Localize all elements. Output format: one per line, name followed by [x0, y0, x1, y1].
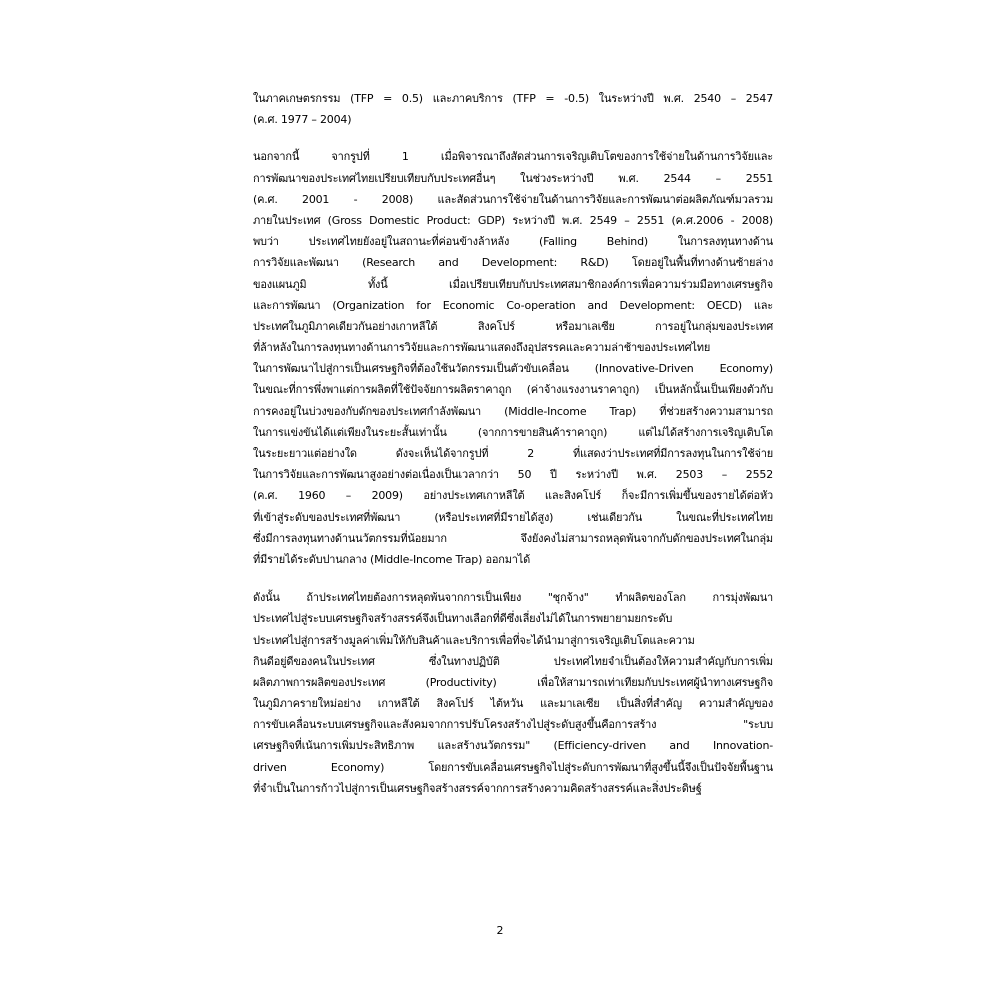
text-line: ซึ่งมีการลงทุนทางด้านนวัตกรรมที่น้อยมาก จึงยังคงไม่สามารถหลุดพ้นจากกับดักของประเทศในกลุ่ม: [253, 531, 773, 545]
body-text: [253, 88, 773, 799]
paragraph-3: [253, 587, 773, 799]
text-line: (ค.ศ. 1960 – 2009) อย่างประเทศเกาหลีใต้ และสิงคโปร์ ก็จะมีการเพิ่มขึ้นของรายได้ต่อหัว: [253, 489, 773, 503]
text-line: ที่มีรายได้ระดับปานกลาง (Middle-Income Trap) ออกมาได้: [253, 552, 531, 566]
text-line: ที่จำเป็นในการก้าวไปสู่การเป็นเศรษฐกิจสร้างสรรค์จากการสร้างความคิดสร้างสรรค์และสิ่งประดิษฐ์: [253, 781, 702, 795]
text-line: ในภาคเกษตรกรรม (TFP = 0.5) และภาคบริการ (TFP = -0.5) ในระหว่างปี พ.ศ. 2540 – 2547: [253, 92, 773, 105]
paragraph-1: [253, 88, 773, 130]
text-line: ดังนั้น ถ้าประเทศไทยต้องการหลุดพ้นจากการเป็นเพียง "ชุกจ้าง" ทำผลิตของโลก การมุ่งพัฒนา: [253, 591, 773, 605]
text-line: ประเทศไปสู่ระบบเศรษฐกิจสร้างสรรค์จึงเป็นทางเลือกที่ดีซึ่งเลี่ยงไม่ได้ในการพยายามยกระดับ: [253, 612, 673, 626]
text-line: ของแผนภูมิ ทั้งนี้ เมื่อเปรียบเทียบกับประเทศสมาชิกองค์การเพื่อความร่วมมือทางเศรษฐกิจ: [253, 277, 773, 291]
text-line: ในภูมิภาครายใหม่อย่าง เกาหลีใต้ สิงคโปร์ ไต้หวัน และมาเลเซีย เป็นสิ่งที่สำคัญ ความสำคัญของ: [253, 697, 773, 711]
text-line: ในการพัฒนาไปสู่การเป็นเศรษฐกิจที่ต้องใช้นวัตกรรมเป็นตัวขับเคลื่อน (Innovative-Driven Economy): [253, 362, 773, 376]
text-line: ในการวิจัยและการพัฒนาสูงอย่างต่อเนื่องเป็นเวลากว่า 50 ปี ระหว่างปี พ.ศ. 2503 – 2552: [253, 468, 773, 482]
text-line: ประเทศไปสู่การสร้างมูลค่าเพิ่มให้กับสินค้าและบริการเพื่อที่จะได้นำมาสู่การเจริญเติบโตและความ: [253, 633, 695, 647]
text-line: การคงอยู่ในบ่วงของกับดักของประเทศกำลังพัฒนา (Middle-Income Trap) ที่ช่วยสร้างความสามารถ: [253, 404, 773, 418]
text-line: driven Economy) โดยการขับเคลื่อนเศรษฐกิจไปสู่ระดับการพัฒนาที่สูงขึ้นนี้จึงเป็นปัจจัยพื้นฐาน: [253, 760, 773, 774]
text-line: ประเทศในภูมิภาคเดียวกันอย่างเกาหลีใต้ สิงคโปร์ หรือมาเลเซีย การอยู่ในกลุ่มของประเทศ: [253, 319, 773, 333]
text-line: ผลิตภาพการผลิตของประเทศ (Productivity) เพื่อให้สามารถเท่าเทียมกับประเทศผู้นำทางเศรษฐกิจ: [253, 675, 773, 689]
paragraph-2: [253, 146, 773, 570]
text-line: ในระยะยาวแต่อย่างใด ดังจะเห็นได้จากรูปที่ 2 ที่แสดงว่าประเทศที่มีการลงทุนในการใช้จ่าย: [253, 447, 773, 460]
text-line: พบว่า ประเทศไทยยังอยู่ในสถานะที่ค่อนข้างล้าหลัง (Falling Behind) ในการลงทุนทางด้าน: [253, 235, 773, 249]
text-line: การพัฒนาของประเทศไทยเปรียบเทียบกับประเทศอื่นๆ ในช่วงระหว่างปี พ.ศ. 2544 – 2551: [253, 171, 773, 185]
text-line: ในการแข่งขันได้แต่เพียงในระยะสั้นเท่านั้น (จากการขายสินค้าราคาถูก) แต่ไม่ได้สร้างการเจริญเติบโต: [253, 425, 773, 439]
text-line: กินดีอยู่ดีของคนในประเทศ ซึ่งในทางปฏิบัติ ประเทศไทยจำเป็นต้องให้ความสำคัญกับการเพิ่ม: [253, 654, 773, 668]
text-line: เศรษฐกิจที่เน้นการเพิ่มประสิทธิภาพ และสร้างนวัตกรรม" (Efficiency-driven and Innovation-: [253, 739, 773, 753]
text-line: (ค.ศ. 2001 - 2008) และสัดส่วนการใช้จ่ายในด้านการวิจัยและการพัฒนาต่อผลิตภัณฑ์มวลรวม: [253, 192, 773, 206]
text-line: การขับเคลื่อนระบบเศรษฐกิจและสังคมจากการปรับโครงสร้างไปสู่ระดับสูงขึ้นคือการสร้าง "ระบบ: [253, 718, 773, 732]
text-line: ภายในประเทศ (Gross Domestic Product: GDP) ระหว่างปี พ.ศ. 2549 – 2551 (ค.ศ.2006 - 2008): [253, 213, 773, 227]
text-line: (ค.ศ. 1977 – 2004): [253, 113, 352, 127]
page-number: 2: [496, 924, 504, 937]
text-line: ในขณะที่การพึ่งพาแต่การผลิตที่ใช้ปัจจัยการผลิตราคาถูก (ค่าจ้างแรงงานราคาถูก) เป็นหลักนั้นเป็นเพียงตัวกับ: [253, 383, 773, 397]
text-line: ที่เข้าสู่ระดับของประเทศที่พัฒนา (หรือประเทศที่มีรายได้สูง) เช่นเดียวกัน ในขณะที่ประเทศไทย: [253, 510, 773, 524]
text-line: ที่ล้าหลังในการลงทุนทางด้านการวิจัยและการพัฒนาแสดงถึงอุปสรรคและความล่าช้าของประเทศไทย: [253, 341, 711, 355]
text-line: การวิจัยและพัฒนา (Research and Development: R&D) โดยอยู่ในพื้นที่ทางด้านซ้ายล่าง: [253, 256, 773, 270]
text-line: และการพัฒนา (Organization for Economic Co-operation and Development: OECD) และ: [253, 298, 773, 312]
text-line: นอกจากนี้ จากรูปที่ 1 เมื่อพิจารณาถึงสัดส่วนการเจริญเติบโตของการใช้จ่ายในด้านการวิจัยและ: [253, 150, 773, 164]
